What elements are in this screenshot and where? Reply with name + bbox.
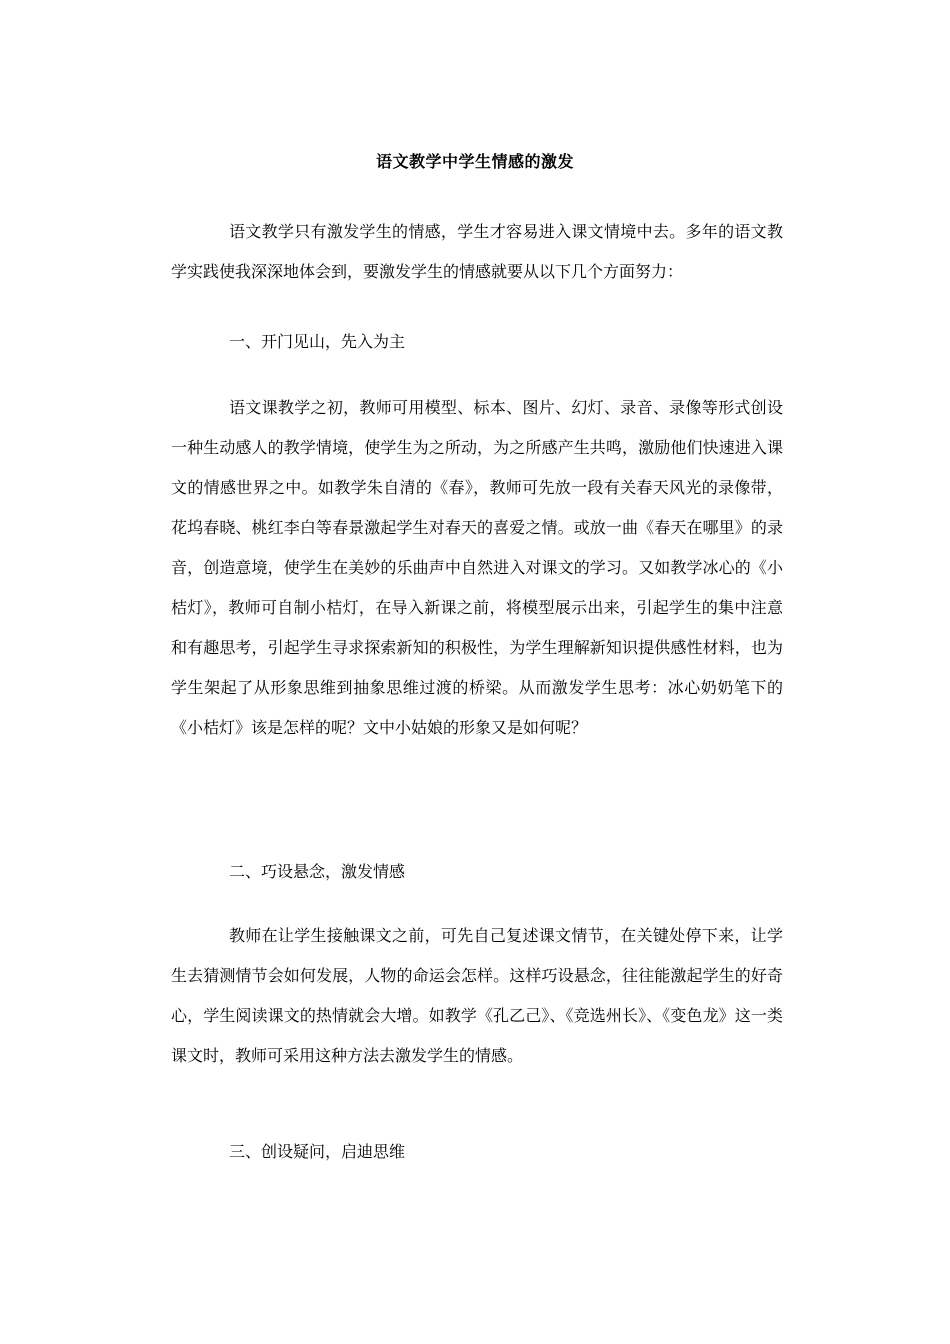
document-title: 语文教学中学生情感的激发 — [375, 152, 574, 171]
intro-paragraph: 语文教学只有激发学生的情感，学生才容易进入课文情境中去。多年的语文教学实践使我深深地体会到，要激发学生的情感就要从以下几个方面努力： — [171, 222, 783, 281]
section-body-2: 教师在让学生接触课文之前，可先自己复述课文情节，在关键处停下来，让学生去猜测情节会如何发展，人物的命运会怎样。这样巧设悬念，往往能激起学生的好奇心，学生阅读课文的热情就会大增。如教学《孔乙己》、《竞选州长》、《变色龙》这一类课文时，教师可采用这种方法去激发学生的情感。 — [171, 926, 783, 1065]
section-body-1: 语文课教学之初，教师可用模型、标本、图片、幻灯、录音、录像等形式创设一种生动感人的教学情境，使学生为之所动，为之所感产生共鸣，激励他们快速进入课文的情感世界之中。如教学朱自清的《春》，教师可先放一段有关春天风光的录像带，花坞春晓、桃红李白等春景激起学生对春天的喜爱之情。或放一曲《春天在哪里》的录音，创造意境，使学生在美妙的乐曲声中自然进入对课文的学习。又如教学冰心的《小桔灯》，教师可自制小桔灯，在导入新课之前，将模型展示出来，引起学生的集中注意和有趣思考，引起学生寻求探索新知的积极性，为学生理解新知识提供感性材料，也为学生架起了从形象思维到抽象思维过渡的桥梁。从而激发学生思考：冰心奶奶笔下的《小桔灯》该是怎样的呢？文中小姑娘的形象又是如何呢？ — [171, 398, 783, 737]
section-heading-1: 一、开门见山，先入为主 — [229, 332, 406, 351]
section-heading-3: 三、创设疑问，启迪思维 — [229, 1142, 406, 1161]
section-heading-2: 二、巧设悬念，激发情感 — [229, 862, 406, 881]
